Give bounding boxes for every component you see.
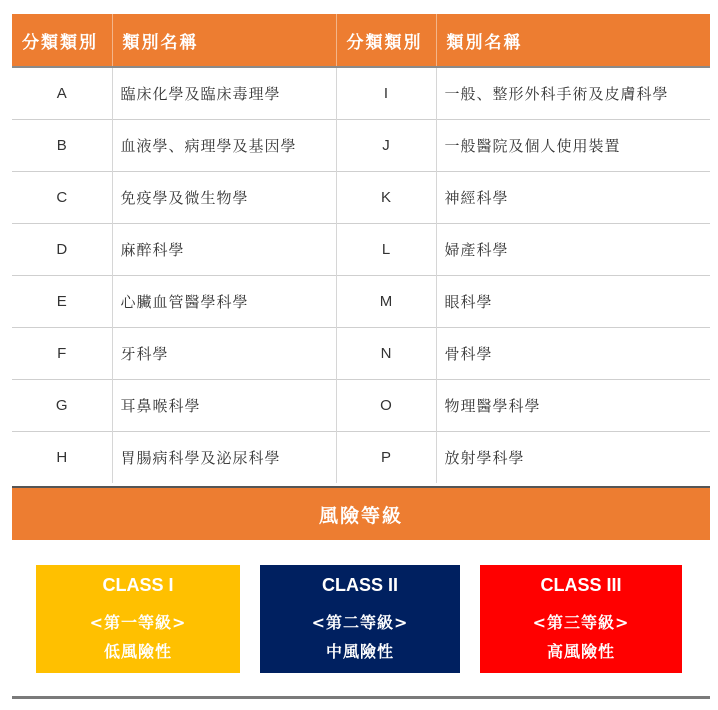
category-code: G [12,380,112,432]
table-row [12,328,710,380]
class-title: CLASS II [321,575,398,595]
class-title: CLASS III [540,575,622,595]
class-grade: <第二等級> [311,613,409,632]
table-row [12,224,710,276]
table-row [12,172,710,224]
category-code: N [336,328,436,380]
category-code: I [336,67,436,120]
class-risk-level: 中風險性 [325,642,394,661]
category-code: B [12,120,112,172]
category-code: A [12,67,112,120]
class-title: CLASS I [102,575,174,595]
class-grade: <第三等級> [532,613,630,632]
table-row [12,432,710,484]
header-name-right: 類別名稱 [436,14,710,67]
category-name: 牙科學 [112,328,336,380]
category-code: D [12,224,112,276]
category-code: K [336,172,436,224]
class-2-card [260,565,460,673]
category-code: O [336,380,436,432]
category-code: P [336,432,436,484]
table-row [12,276,710,328]
table-header-row [12,14,710,67]
category-name: 神經科學 [436,172,710,224]
category-code: H [12,432,112,484]
header-code-left: 分類類別 [12,14,112,67]
header-name-left: 類別名稱 [112,14,336,67]
class-grade: <第一等級> [89,613,187,632]
class-risk-level: 高風險性 [546,642,615,661]
category-table-frame [12,14,710,483]
category-name: 耳鼻喉科學 [112,380,336,432]
class-risk-level: 低風險性 [103,642,172,661]
category-name: 眼科學 [436,276,710,328]
category-name: 物理醫學科學 [436,380,710,432]
table-row [12,67,710,120]
risk-class-panel [12,540,710,699]
class-1-card [36,565,240,673]
category-name: 免疫學及微生物學 [112,172,336,224]
category-name: 放射學科學 [436,432,710,484]
category-name: 一般醫院及個人使用裝置 [436,120,710,172]
class-3-card [480,565,682,673]
category-table [12,14,710,483]
category-name: 胃腸病科學及泌尿科學 [112,432,336,484]
category-code: M [336,276,436,328]
category-name: 心臟血管醫學科學 [112,276,336,328]
header-code-right: 分類類別 [336,14,436,67]
category-name: 婦產科學 [436,224,710,276]
category-code: J [336,120,436,172]
category-name: 臨床化學及臨床毒理學 [112,67,336,120]
table-row [12,120,710,172]
category-code: E [12,276,112,328]
risk-level-title: 風險等級 [12,486,710,540]
category-code: L [336,224,436,276]
category-name: 一般、整形外科手術及皮膚科學 [436,67,710,120]
table-row [12,380,710,432]
category-name: 麻醉科學 [112,224,336,276]
category-name: 血液學、病理學及基因學 [112,120,336,172]
category-name: 骨科學 [436,328,710,380]
category-code: F [12,328,112,380]
category-code: C [12,172,112,224]
